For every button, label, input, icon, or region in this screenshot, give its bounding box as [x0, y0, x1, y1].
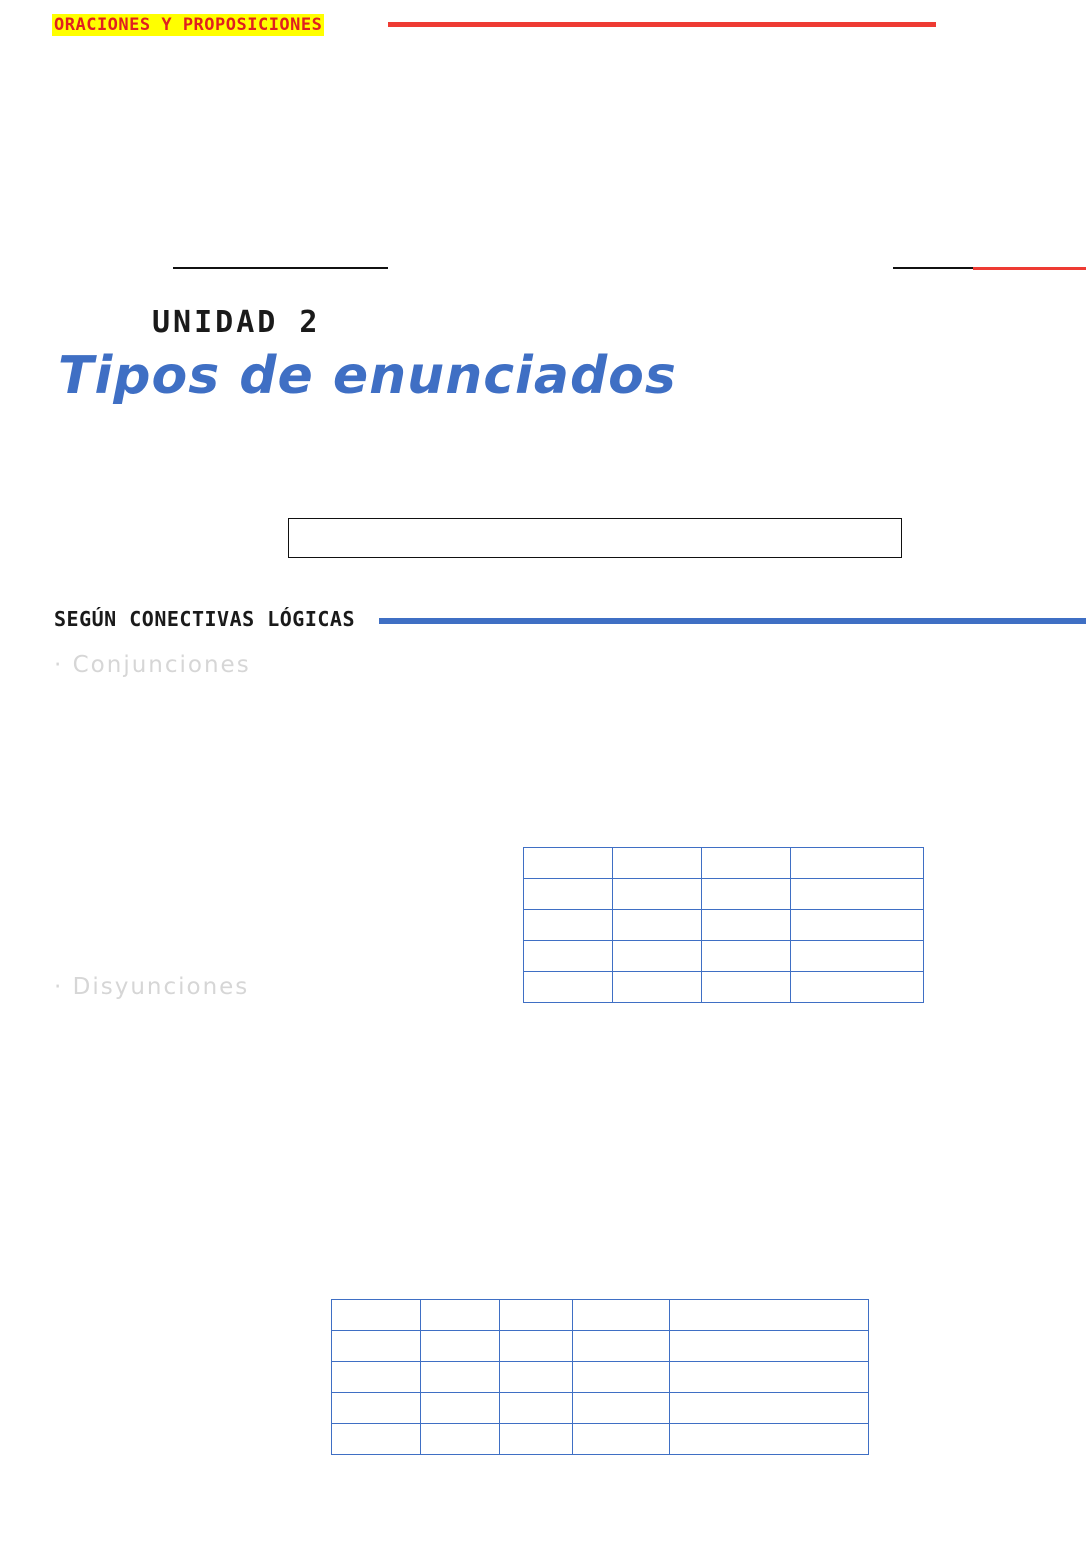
table-cell: [573, 1424, 670, 1455]
table-cell: [332, 1393, 421, 1424]
table-row: [332, 1300, 869, 1331]
table-cell: [791, 910, 924, 941]
table-cell: [524, 972, 613, 1003]
table-row: [524, 848, 924, 879]
table-row: [524, 879, 924, 910]
table-cell: [702, 879, 791, 910]
table-cell: [613, 941, 702, 972]
table-cell: [613, 879, 702, 910]
table-cell: [500, 1393, 573, 1424]
disjunction-table: [331, 1299, 869, 1455]
table-cell: [702, 972, 791, 1003]
table-cell: [670, 1424, 869, 1455]
table-cell: [791, 848, 924, 879]
title-rule-right-dark: [893, 267, 973, 269]
table-cell: [524, 848, 613, 879]
table-cell: [670, 1300, 869, 1331]
title-rule-left: [173, 267, 388, 269]
table-cell: [573, 1362, 670, 1393]
table-cell: [670, 1393, 869, 1424]
table-row: [524, 972, 924, 1003]
table-cell: [670, 1362, 869, 1393]
table-cell: [332, 1300, 421, 1331]
table-cell: [791, 941, 924, 972]
page-header-tag: ORACIONES Y PROPOSICIONES: [54, 15, 323, 35]
table-cell: [524, 910, 613, 941]
table-cell: [791, 972, 924, 1003]
table-cell: [421, 1424, 500, 1455]
table-row: [332, 1331, 869, 1362]
table-cell: [332, 1424, 421, 1455]
table-cell: [421, 1300, 500, 1331]
table-cell: [500, 1331, 573, 1362]
section-heading: SEGÚN CONECTIVAS LÓGICAS: [54, 607, 355, 631]
table-cell: [421, 1362, 500, 1393]
table-cell: [524, 879, 613, 910]
table-cell: [500, 1424, 573, 1455]
title-rule-right-red: [973, 267, 1086, 270]
table-cell: [702, 848, 791, 879]
table-cell: [573, 1300, 670, 1331]
table-row: [332, 1393, 869, 1424]
section-heading-rule: [379, 618, 1086, 624]
table-cell: [573, 1331, 670, 1362]
table-cell: [332, 1362, 421, 1393]
conjunction-table: [523, 847, 924, 1003]
table-cell: [421, 1393, 500, 1424]
unit-label: UNIDAD 2: [152, 305, 321, 340]
subsection-label-conjunciones: · Conjunciones: [54, 652, 251, 678]
table-cell: [500, 1300, 573, 1331]
table-cell: [613, 848, 702, 879]
table-cell: [670, 1331, 869, 1362]
table-row: [332, 1424, 869, 1455]
table-cell: [613, 972, 702, 1003]
table-cell: [573, 1393, 670, 1424]
table-cell: [702, 910, 791, 941]
table-row: [332, 1362, 869, 1393]
table-row: [524, 941, 924, 972]
header-rule: [388, 22, 936, 27]
table-cell: [421, 1331, 500, 1362]
table-row: [524, 910, 924, 941]
definition-box: [288, 518, 902, 558]
page-title: Tipos de enunciados: [58, 346, 677, 406]
table-cell: [524, 941, 613, 972]
table-cell: [702, 941, 791, 972]
table-cell: [500, 1362, 573, 1393]
table-cell: [613, 910, 702, 941]
subsection-label-disyunciones: · Disyunciones: [54, 974, 250, 1000]
table-cell: [791, 879, 924, 910]
table-cell: [332, 1331, 421, 1362]
